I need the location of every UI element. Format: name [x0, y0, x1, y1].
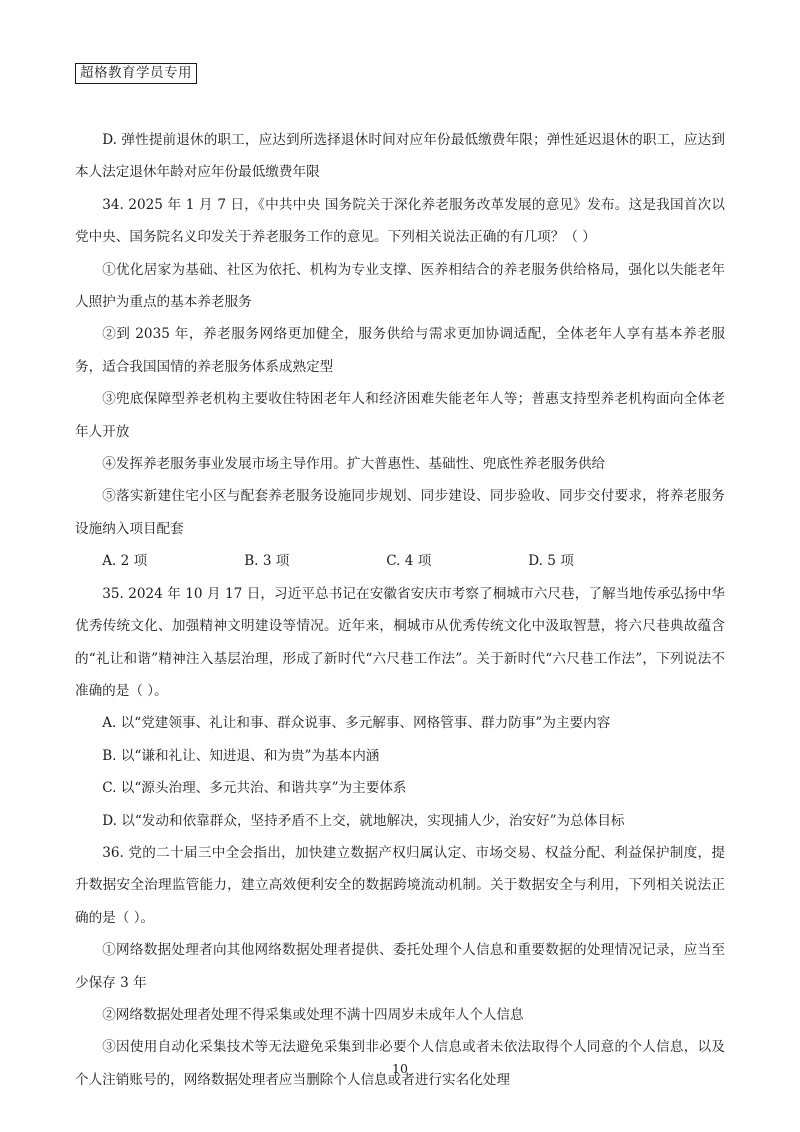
question-35-option-d: D. 以“发动和依靠群众，坚持矛盾不上交，就地解决，实现捕人少，治安好”为总体目标: [102, 812, 625, 829]
question-34-statement: ④发挥养老服务事业发展市场主导作用。扩大普惠性、基础性、兜底性养老服务供给: [102, 456, 606, 473]
question-35-option-c: C. 以“源头治理、多元共治、和谐共享”为主要体系: [102, 780, 407, 797]
question-35-stem: 35. 2024 年 10 月 17 日，习近平总书记在安徽省安庆市考察了桐城市六尺巷，了解当地传承弘扬中华优秀传统文化、加强精神文明建设等情况。近年来，桐城市从优秀传统文化中汲取智慧，将六尺巷典故蕴含的“礼让和谐”精神注入基层治理，形成了新时代“六尺巷工作法”。关于新时代“六尺巷工作法”，下列说法不准确的是（ ）。: [75, 585, 725, 699]
question-36-statement: ②网络数据处理者处理不得采集或处理不满十四周岁未成年人个人信息: [102, 1006, 524, 1023]
question-34-option-b: B. 3 项: [244, 553, 290, 570]
question-35-option-b: B. 以“谦和礼让、知进退、和为贵”为基本内涵: [102, 747, 380, 764]
question-36-statement: ①网络数据处理者向其他网络数据处理者提供、委托处理个人信息和重要数据的处理情况记录，应当至少保存 3 年: [75, 942, 725, 991]
question-34-option-a: A. 2 项: [102, 553, 148, 570]
question-35-option-a: A. 以“党建领事、礼让和事、群众说事、多元解事、网格管事、群力防事”为主要内容: [102, 715, 611, 732]
question-34-option-d: D. 5 项: [528, 553, 574, 570]
document-body: [75, 124, 725, 1096]
question-36-statement: ③因使用自动化采集技术等无法避免采集到非必要个人信息或者未依法取得个人同意的个人信息，以及个人注销账号的，网络数据处理者应当删除个人信息或者进行实名化处理: [75, 1039, 725, 1088]
question-34-statement: ②到 2035 年，养老服务网络更加健全，服务供给与需求更加协调适配，全体老年人享有基本养老服务，适合我国国情的养老服务体系成熟定型: [75, 326, 725, 375]
question-36-stem: 36. 党的二十届三中全会指出，加快建立数据产权归属认定、市场交易、权益分配、利益保护制度，提升数据安全治理监管能力，建立高效便利安全的数据跨境流动机制。关于数据安全与利用，下列相关说法正确的是（ ）。: [75, 844, 725, 926]
header-tag: 超格教育学员专用: [75, 63, 197, 84]
question-34-statement: ①优化居家为基础、社区为依托、机构为专业支撑、医养相结合的养老服务供给格局，强化以失能老年人照护为重点的基本养老服务: [75, 261, 725, 311]
question-34-statement: ⑤落实新建住宅小区与配套养老服务设施同步规划、同步建设、同步验收、同步交付要求，将养老服务设施纳入项目配套: [75, 488, 725, 537]
page-number: 10: [392, 1061, 408, 1076]
question-34-option-c: C. 4 项: [386, 553, 432, 570]
question-34-stem: 34. 2025 年 1 月 7 日，《中共中央 国务院关于深化养老服务改革发展的意见》发布。这是我国首次以党中央、国务院名义印发关于养老服务工作的意见。下列相关说法正确的有几项？（ ）: [75, 196, 725, 246]
question-34-statement: ③兜底保障型养老机构主要收住特困老年人和经济困难失能老年人等；普惠支持型养老机构面向全体老年人开放: [75, 391, 725, 440]
question-34-options: [75, 545, 725, 577]
prev-question-option-d: D. 弹性提前退休的职工，应达到所选择退休时间对应年份最低缴费年限；弹性延迟退休的职工，应达到本人法定退休年龄对应年份最低缴费年限: [75, 132, 725, 181]
